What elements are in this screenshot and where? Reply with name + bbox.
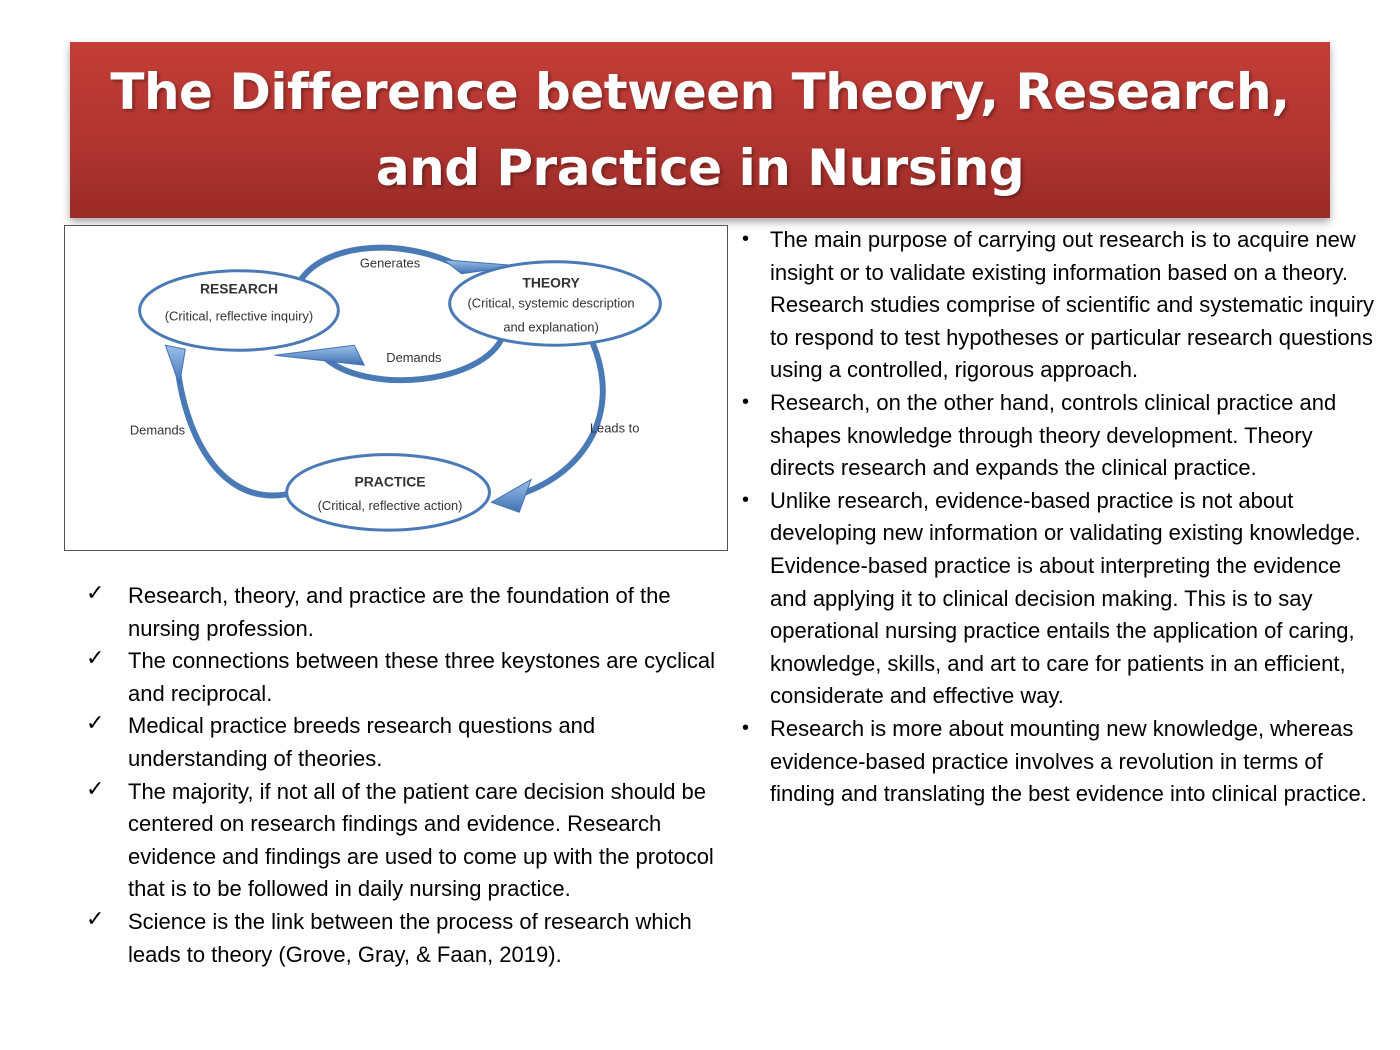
bullet-icon: •	[742, 228, 750, 250]
bullet-icon: •	[742, 390, 750, 413]
bullet-text: The main purpose of carrying out research is to acquire new insight or to validate existing information based on a theory. Research studies comprise of scientific and systematic inquiry to respond to test hypotheses or particular research questions using a controlled, rigorous approach.	[770, 227, 1375, 383]
page-title: The Difference between Theory, Research, and Practice in Nursing	[110, 63, 1290, 197]
bullet-text: Research is more about mounting new knowledge, whereas evidence-based practice involves a revolution in terms of finding and translating the best evidence into clinical practice.	[770, 715, 1367, 807]
list-item	[84, 580, 736, 645]
bullet-text: Research, on the other hand, controls clinical practice and shapes knowledge through theory development. Theory directs research and expands the clinical practice.	[770, 389, 1337, 481]
theory-label: THEORY	[522, 274, 580, 291]
theory-sub-2: and explanation)	[503, 319, 599, 335]
list-item	[84, 906, 736, 971]
check-list	[84, 580, 736, 971]
bullet-text: Unlike research, evidence-based practice is not about developing new information or validating existing knowledge. Evidence-based practice is about interpreting the evidence and applying it to clinical decision making. This is to say operational nursing practice entails the application of caring, knowledge, skills, and art to care for patients in an efficient, considerate and effective way.	[770, 487, 1361, 709]
right-bullet-column	[740, 224, 1376, 811]
title-banner	[70, 42, 1330, 218]
demands-left-label: Demands	[129, 422, 186, 438]
list-item	[740, 387, 1376, 485]
check-text: The connections between these three keystones are cyclical and reciprocal.	[128, 648, 715, 706]
check-text: The majority, if not all of the patient care decision should be centered on research findings and evidence. Research evidence and findings are used to come up with the protocol that is to be followed in daily nursing practice.	[128, 778, 714, 902]
cycle-diagram-svg	[65, 226, 727, 550]
list-item	[84, 776, 736, 906]
research-sub: (Critical, reflective inquiry)	[164, 308, 314, 324]
practice-sub: (Critical, reflective action)	[317, 498, 463, 514]
right-bullet-list	[740, 224, 1376, 811]
list-item	[84, 645, 736, 710]
practice-ellipse	[287, 455, 490, 531]
check-icon: ✓	[86, 646, 105, 672]
generates-label: Generates	[359, 255, 421, 271]
leads-to-arrowhead	[491, 479, 531, 512]
demands-top-label: Demands	[386, 350, 442, 366]
check-text: Research, theory, and practice are the foundation of the nursing profession.	[128, 583, 671, 641]
bullet-icon: •	[742, 488, 750, 511]
theory-sub-1: (Critical, systemic description	[467, 295, 635, 311]
leads-to-label: Leads to	[589, 420, 640, 436]
list-item	[84, 710, 736, 775]
research-label: RESEARCH	[199, 280, 278, 297]
practice-label: PRACTICE	[354, 473, 426, 490]
demands-left-arrow	[177, 365, 286, 495]
demands-top-arrowhead	[275, 345, 364, 365]
list-item	[740, 485, 1376, 713]
list-item	[740, 713, 1376, 811]
research-theory-practice-diagram	[64, 225, 728, 551]
left-check-column	[84, 580, 736, 971]
check-icon: ✓	[86, 711, 105, 737]
check-icon: ✓	[86, 581, 105, 606]
demands-left-arrowhead	[165, 345, 185, 385]
check-text: Science is the link between the process of research which leads to theory (Grove, Gray, & Faan, 2019).	[128, 908, 692, 967]
check-text: Medical practice breeds research questions and understanding of theories.	[128, 713, 596, 771]
check-icon: ✓	[86, 906, 105, 932]
list-item	[740, 224, 1376, 387]
bullet-icon: •	[742, 716, 750, 739]
check-icon: ✓	[86, 776, 105, 802]
